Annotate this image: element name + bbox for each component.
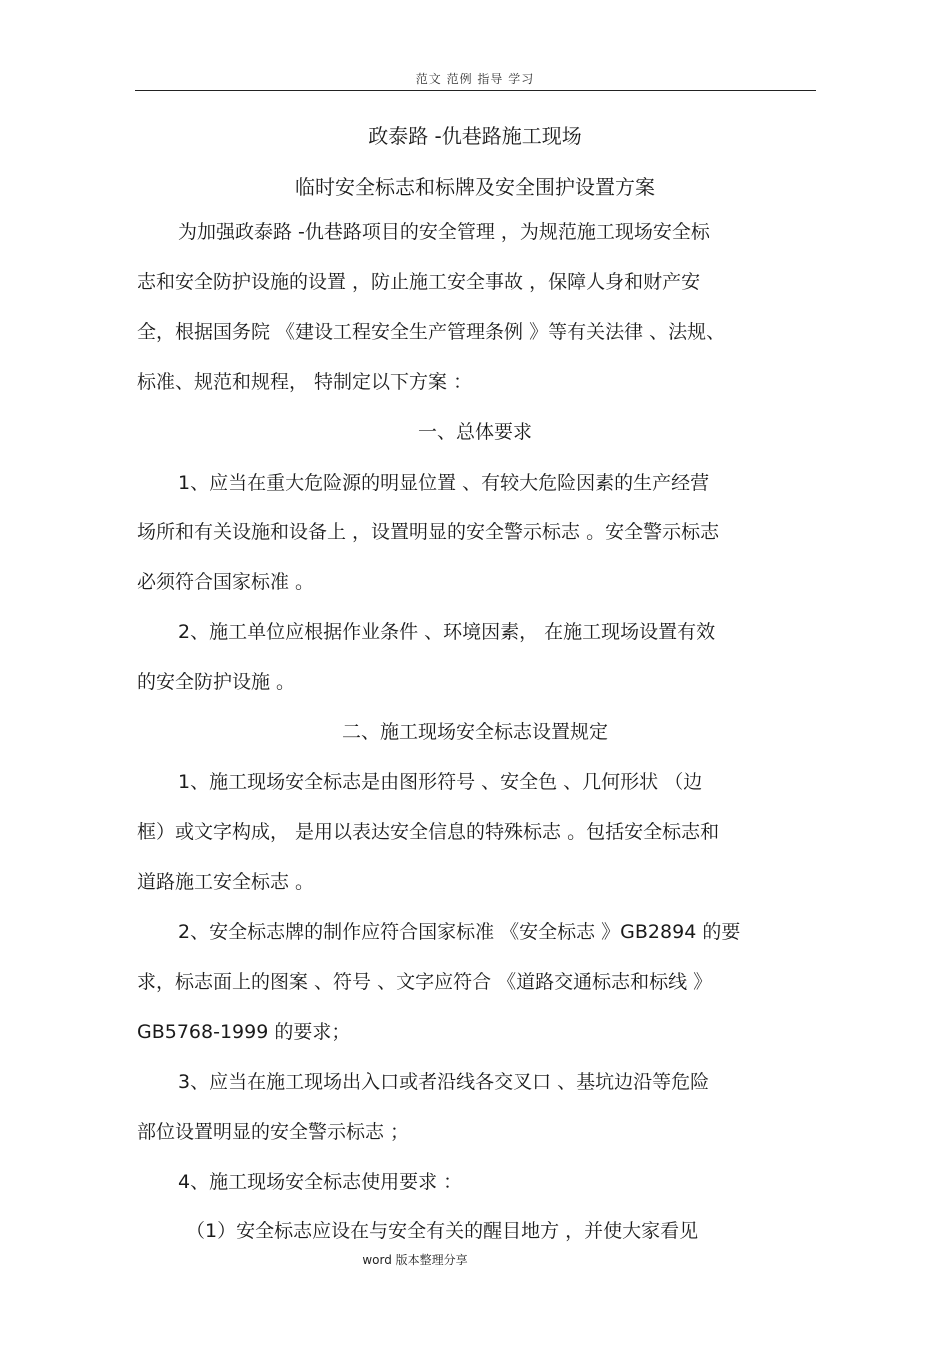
paragraph-line: 3、应当在施工现场出入口或者沿线各交叉口 、基坑边沿等危险	[178, 1071, 710, 1093]
section-heading: 二、施工现场安全标志设置规定	[341, 721, 608, 743]
paragraph-line: 志和安全防护设施的设置 ，防止施工安全事故 ，保障人身和财产安	[137, 271, 701, 293]
paragraph-line: 4、施工现场安全标志使用要求 ：	[178, 1171, 463, 1193]
paragraph-line: 框）或文字构成， 是用以表达安全信息的特殊标志 。包括安全标志和	[137, 821, 720, 843]
header-text: 范文 范例 指导 学习	[415, 72, 535, 86]
paragraph-line: （1）安全标志应设在与安全有关的醒目地方 ，并使大家看见	[186, 1220, 699, 1242]
paragraph-line: 求，标志面上的图案 、符号 、文字应符合 《道路交通标志和标线 》	[137, 971, 713, 993]
doc-title-line2: 临时安全标志和标牌及安全围护设置方案	[295, 175, 655, 199]
section-heading: 一、总体要求	[417, 421, 532, 443]
paragraph-line: 1、施工现场安全标志是由图形符号 、安全色 、几何形状 （边	[178, 771, 703, 793]
paragraph-line: 场所和有关设施和设备上 ，设置明显的安全警示标志 。安全警示标志	[137, 521, 720, 543]
doc-title-line1: 政泰路 -仇巷路施工现场	[368, 124, 582, 148]
paragraph-line: 1、应当在重大危险源的明显位置 、有较大危险因素的生产经营	[178, 472, 710, 494]
paragraph-line: 标准、规范和规程， 特制定以下方案 ：	[137, 371, 473, 393]
header-divider	[135, 90, 816, 91]
paragraph-line: 为加强政泰路 -仇巷路项目的安全管理 ，为规范施工现场安全标	[178, 221, 710, 243]
paragraph-line: 道路施工安全标志 。	[137, 871, 315, 893]
paragraph-line: 必须符合国家标准 。	[137, 571, 315, 593]
page-footer: word 版本整理分享	[362, 1253, 468, 1267]
paragraph-line: 部位设置明显的安全警示标志 ；	[137, 1121, 410, 1143]
paragraph-line: 2、施工单位应根据作业条件 、环境因素， 在施工现场设置有效	[178, 621, 716, 643]
paragraph-line: GB5768-1999 的要求；	[137, 1021, 351, 1043]
paragraph-line: 的安全防护设施 。	[137, 671, 296, 693]
paragraph-line: 2、安全标志牌的制作应符合国家标准 《安全标志 》GB2894 的要	[178, 921, 741, 943]
paragraph-line: 全，根据国务院 《建设工程安全生产管理条例 》等有关法律 、法规、	[137, 321, 726, 343]
